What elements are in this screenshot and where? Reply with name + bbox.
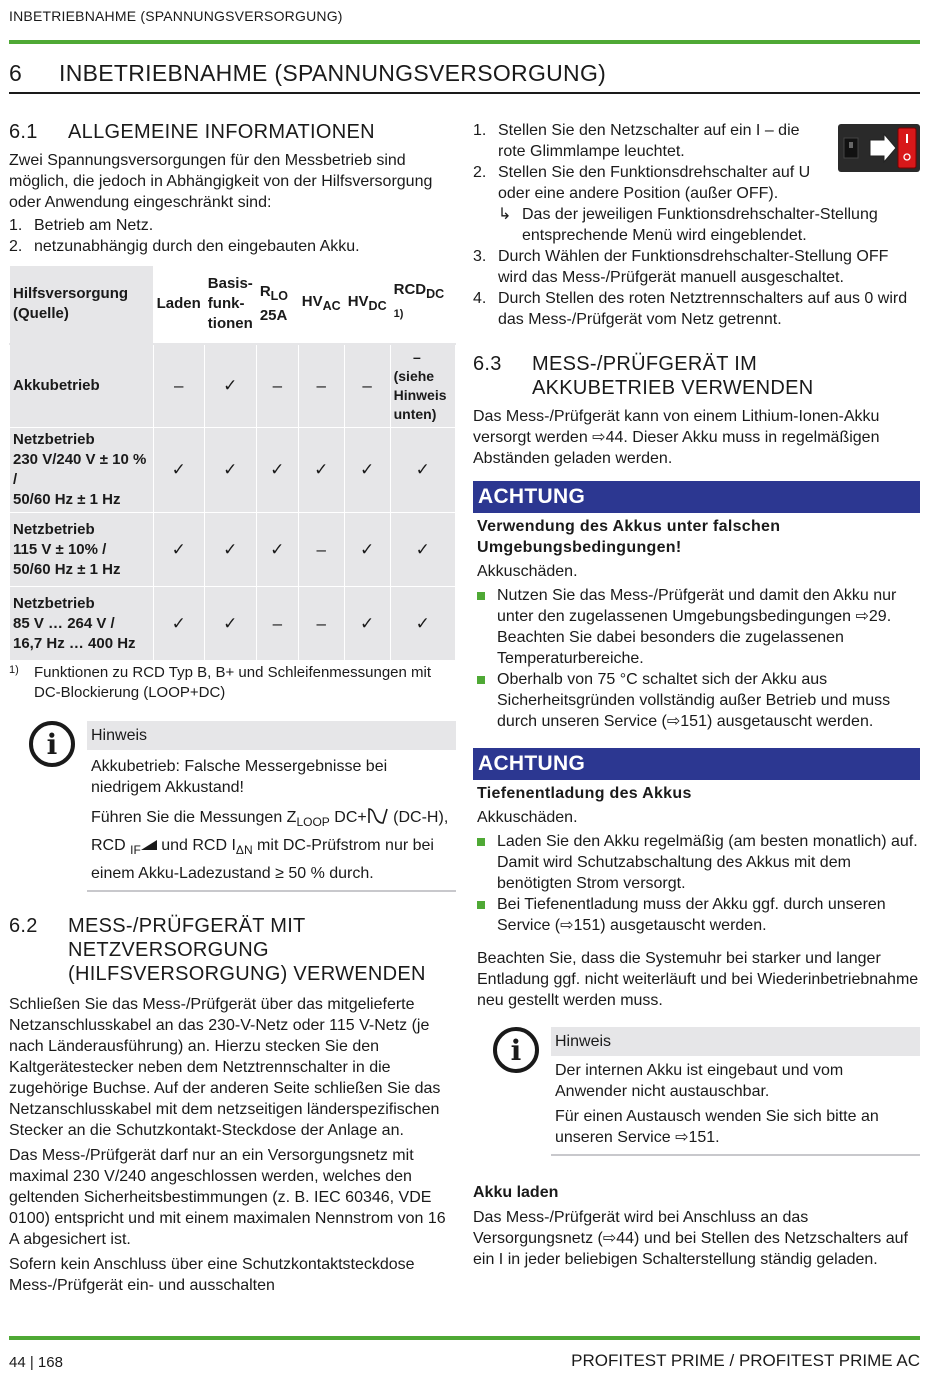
note-battery bbox=[9, 721, 456, 892]
bullet-square-icon bbox=[477, 838, 485, 846]
list-item: 2. Stellen Sie den Funktionsdrehschalter auf U oder eine andere Position (außer OFF). bbox=[473, 164, 811, 202]
note-text-measure: Führen Sie die Messungen $Z_{LOOP}$ DC+ (DC-H), RCD $_{IF}$ und RCD $I_{\Delta N}$ mit DC-Prüfstrom nur bei einem Akku-Ladezustand ≥ 50 % durch. bbox=[91, 809, 449, 883]
row-label: Netzbetrieb 115 V ± 10% / 50/60 Hz ± 1 Hz bbox=[10, 513, 154, 587]
row-label: Netzbetrieb 85 V … 264 V / 16,7 Hz … 400 Hz bbox=[10, 587, 154, 661]
result-line: ↳ Das der jeweiligen Funktionsdrehschalter-Stellung entsprechende Menü wird eingeblendet. bbox=[498, 206, 878, 244]
col-header-rlo: $R_{LO}$ 25A bbox=[256, 266, 298, 344]
col-header-source: Hilfsversorgung (Quelle) bbox=[10, 266, 154, 344]
chapter-number: 6 bbox=[9, 60, 23, 86]
warning-box-1 bbox=[473, 481, 920, 732]
row-label: Netzbetrieb 230 V/240 V ± 10 % / 50/60 Hz ± 1 Hz bbox=[10, 428, 154, 513]
wave-symbol-icon bbox=[367, 807, 389, 825]
section-6-1-heading: 6.1 ALLGEMEINE INFORMATIONEN bbox=[9, 121, 375, 143]
note-title: Hinweis bbox=[87, 721, 456, 750]
bullet-square-icon bbox=[477, 592, 485, 600]
bullet-square-icon bbox=[477, 901, 485, 909]
table-row: Netzbetrieb 230 V/240 V ± 10 % / 50/60 Hz ± 1 Hz ✓ ✓ ✓ ✓ ✓ ✓ bbox=[10, 428, 456, 513]
warning-effect: Akkuschäden. bbox=[477, 563, 578, 580]
note-title: Hinweis bbox=[551, 1027, 920, 1056]
power-steps-cont bbox=[473, 246, 920, 330]
chapter-text: INBETRIEBNAHME (SPANNUNGSVERSORGUNG) bbox=[59, 60, 607, 86]
product-name: PROFITEST PRIME / PROFITEST PRIME AC bbox=[571, 1351, 920, 1370]
list-item: 2. netzunabhängig durch den eingebauten Akku. bbox=[9, 238, 360, 255]
col-header-rcddc: $RCD_{DC}$ $^{1)}$ bbox=[390, 266, 455, 344]
supply-table bbox=[9, 265, 456, 661]
warning-label: ACHTUNG bbox=[473, 748, 920, 780]
warning-label: ACHTUNG bbox=[473, 481, 920, 513]
list-item: 1. Betrieb am Netz. bbox=[9, 217, 154, 234]
list-item: Laden Sie den Akku regelmäßig (am besten monatlich) auf. Damit wird Schutzabschaltung des Akkus mit dem benötigten Strom versorgt. bbox=[473, 831, 920, 894]
hint-cell: – (siehe Hinweis unten) bbox=[390, 344, 455, 428]
power-steps bbox=[473, 120, 920, 204]
note-text: Akkubetrieb: Falsche Messergebnisse bei niedrigem Akkustand! bbox=[91, 758, 388, 796]
section-6-2-heading: 6.2 MESS-/PRÜFGERÄT MIT NETZVERSORGUNG (HILFSVERSORGUNG) VERWENDEN bbox=[9, 915, 426, 986]
note-text: Für einen Austausch wenden Sie sich bitte an unseren Service ⇨151. bbox=[555, 1108, 879, 1146]
list-item: 4. Durch Stellen des roten Netztrennschalters auf aus 0 wird das Mess-/Prüfgerät vom Netz getrennt. bbox=[473, 290, 908, 328]
table-footnote: 1) Funktionen zu RCD Typ B, B+ und Schleifenmessungen mit DC-Blockierung (LOOP+DC) bbox=[9, 664, 432, 701]
note-text: Der internen Akku ist eingebaut und vom Anwender nicht austauschbar. bbox=[555, 1062, 844, 1100]
ramp-icon bbox=[141, 840, 157, 850]
col-header-hvac: $HV_{AC}$ bbox=[298, 266, 344, 344]
section-6-3-heading: 6.3 MESS-/PRÜFGERÄT IM AKKUBETRIEB VERWENDEN bbox=[473, 353, 814, 399]
info-icon: i bbox=[29, 721, 75, 767]
s62-paragraph: Sofern kein Anschluss über eine Schutzkontaktsteckdose Mess-/Prüfgerät ein- und ausschalten bbox=[9, 1256, 415, 1295]
info-icon: i bbox=[493, 1027, 539, 1073]
table-header-row bbox=[10, 266, 456, 344]
warning-box-2 bbox=[473, 748, 920, 936]
row-label: Akkubetrieb bbox=[10, 344, 154, 428]
s62-paragraph: Das Mess-/Prüfgerät darf nur an ein Versorgungsnetz mit maximal 230 V/240 angeschlossen werden, welches den geltenden Sicherheitsbestimmungen (z. B. IEC 60346, VDE 0100) entspricht und mit einem maximalen Nennstrom von 16 A abgesichert ist. bbox=[9, 1147, 446, 1249]
note-internal-battery bbox=[473, 1027, 920, 1156]
table-row: Netzbetrieb 115 V ± 10% / 50/60 Hz ± 1 Hz ✓ ✓ ✓ – ✓ ✓ bbox=[10, 513, 456, 587]
col-header-laden: Laden bbox=[153, 266, 204, 344]
s62-paragraph: Schließen Sie das Mess-/Prüfgerät über das mitgelieferte Netzanschlusskabel an das 230-V-Netz oder 115 V-Netz (je nach Länderausführung) an. Hierzu stecken Sie den Kaltgerätestecker neben dem Netztrennschalter in die zugehörige Buchse. Auf der anderen Seite schließen Sie das Netzanschlusskabel mit dem netzseitigen länderspezifischen Stecker an die Schutzkontakt-Steckdose der Anlage an. bbox=[9, 996, 441, 1140]
charge-subheading: Akku laden bbox=[473, 1184, 559, 1201]
left-column bbox=[9, 120, 456, 1296]
charge-paragraph: Das Mess-/Prüfgerät wird bei Anschluss an das Versorgungsnetz (⇨44) und bei Stellen des Netzschalters auf ein I in jeder beliebigen Schalterstellung ständig geladen. bbox=[473, 1209, 908, 1268]
bullet-square-icon bbox=[477, 676, 485, 684]
list-item: Oberhalb von 75 °C schaltet sich der Akku aus Sicherheitsgründen vollständig außer Betrieb und muss durch unseren Service (⇨151) ausgetauscht werden. bbox=[473, 669, 920, 732]
chapter-title bbox=[9, 59, 920, 94]
result-arrow-icon: ↳ bbox=[498, 206, 512, 223]
list-item: 1. Stellen Sie den Netzschalter auf ein I – die rote Glimmlampe leuchtet. bbox=[473, 122, 800, 160]
list-item: 3. Durch Wählen der Funktionsdrehschalter-Stellung OFF wird das Mess-/Prüfgerät manuell ausgeschaltet. bbox=[473, 248, 889, 286]
col-header-basis: Basis- funk- tionen bbox=[204, 266, 256, 344]
list-item: Bei Tiefenentladung muss der Akku ggf. durch unseren Service (⇨151) ausgetauscht werden. bbox=[473, 894, 920, 936]
footer-rule bbox=[9, 1336, 920, 1340]
warning-effect: Akkuschäden. bbox=[477, 809, 578, 826]
table-row: Akkubetrieb – ✓ – – – – (siehe Hinweis unten) bbox=[10, 344, 456, 428]
running-header: INBETRIEBNAHME (SPANNUNGSVERSORGUNG) bbox=[9, 8, 343, 24]
table-row: Netzbetrieb 85 V … 264 V / 16,7 Hz … 400 Hz ✓ ✓ – – ✓ ✓ bbox=[10, 587, 456, 661]
warning-subtitle: Verwendung des Akkus unter falschen Umgebungsbedingungen! bbox=[477, 518, 781, 556]
clock-paragraph: Beachten Sie, dass die Systemuhr bei starker und langer Entladung ggf. nicht weiterläuft und bei Wiederinbetriebnahme neu gestellt werden muss. bbox=[477, 950, 919, 1009]
col-header-hvdc: $HV_{DC}$ bbox=[344, 266, 390, 344]
right-column bbox=[473, 120, 920, 1270]
warning-subtitle: Tiefenentladung des Akkus bbox=[477, 785, 692, 802]
page-number: 44 | 168 bbox=[9, 1354, 63, 1371]
section-6-1-intro: Zwei Spannungsversorgungen für den Messbetrieb sind möglich, die jedoch in Abhängigkeit von der Hilfsversorgung oder Anwendung eingeschränkt sind: bbox=[9, 152, 433, 211]
s63-intro: Das Mess-/Prüfgerät kann von einem Lithium-Ionen-Akku versorgt werden ⇨44. Dieser Akku muss in regelmäßigen Abständen geladen werden. bbox=[473, 408, 880, 467]
list-item: Nutzen Sie das Mess-/Prüfgerät und damit den Akku nur unter den zugelassenen Umgebungsbedingungen ⇨29. Beachten Sie dabei besonders die zugelassenen Temperaturbereiche. bbox=[473, 585, 920, 669]
supply-list bbox=[9, 215, 456, 257]
header-rule bbox=[9, 40, 920, 44]
